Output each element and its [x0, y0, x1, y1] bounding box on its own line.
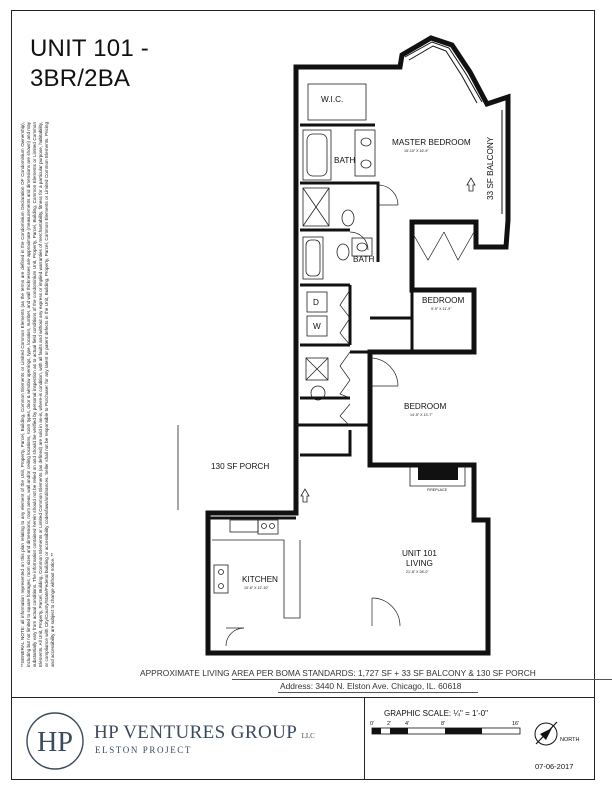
fireplace-box — [418, 466, 458, 480]
brand-suffix: LLC — [301, 732, 315, 740]
label-porch: 130 SF PORCH — [211, 462, 270, 471]
unit-title-line1: UNIT 101 - — [30, 35, 149, 62]
vanity-1 — [355, 130, 375, 176]
address-underline — [278, 692, 478, 693]
project-name: ELSTON PROJECT — [95, 745, 192, 755]
sink — [230, 520, 258, 532]
dim-master-bedroom: 15'-10" X 16'-9" — [404, 149, 429, 153]
scale-tick-2: 2' — [387, 721, 392, 727]
label-washer: W — [313, 322, 321, 331]
scale-tick-8: 8' — [441, 721, 446, 727]
living-area-line: APPROXIMATE LIVING AREA PER BOMA STANDARDS: 1,727 SF + 33 SF BALCONY & 130 SF PORCH — [140, 668, 536, 678]
unit-title-line2: 3BR/2BA — [30, 65, 131, 92]
label-master-bedroom: MASTER BEDROOM — [392, 138, 471, 147]
toilet-2 — [337, 244, 349, 260]
scale-tick-4: 4' — [405, 721, 410, 727]
toilet-1 — [342, 210, 354, 226]
area-underline — [232, 679, 612, 680]
north-label: NORTH — [560, 737, 580, 743]
general-note: **GENERAL NOTE: all information represented on this plan relating to any element of the Unit, Property, Parcel, Building, Common Elements or Limited Common Elements (as the terms are defined in the Condominium Declaration OF Condominium Ownership), including but not limited to square footages, room sizes and dimensions, room areas, wall and/or ceiling locations, room types, door & window openings, type, location, number, and wall thicknesses are approximate (measurements and dimensions are shown) and may substantially vary from actual conditions. The information contained herein should not be relied on and should be verified by personal inspection as to actual field conditions of the condominium Unit, Property, Parcel, Building, Common Elements or Limited Common Elements. All Unit, Property, Parcel, Building, Common Elements or Limited Common Elements (as defined) are sold in as-is, where-is condition, with all faults and without any express or implied warranties of merchantability, fitness for a particular purpose, habitability, or compliance with City/County/State/Federal building or accessibility codes/laws/ordinances. Seller shall not be responsible to Purchaser for any latent or patent defects in the Unit, Building, Property, Parcel, Common Elements or Limited Common Elements. Pricing and accessibility are subject to change without notice. ** — [20, 122, 55, 667]
dim-living: 21'-8" X 28'-0" — [406, 570, 429, 574]
hp-logo-icon — [24, 710, 86, 772]
label-kitchen: KITCHEN — [242, 575, 278, 584]
graphic-scale-bar — [370, 721, 520, 734]
label-living: LIVING — [406, 559, 433, 568]
logo-letters: HP — [37, 727, 73, 758]
label-dryer: D — [313, 298, 319, 307]
scale-tick-0: 0' — [370, 721, 375, 727]
north-arrow-icon — [535, 722, 579, 745]
label-bath-1: BATH — [334, 156, 356, 165]
label-unit-101: UNIT 101 — [402, 549, 437, 558]
vanity-2 — [352, 238, 372, 256]
dim-kitchen: 10'-6" X 12'-10" — [244, 586, 269, 590]
footer-divider — [11, 697, 595, 698]
interior-walls — [208, 125, 412, 518]
label-fireplace: FIREPLACE — [427, 488, 447, 492]
label-balcony: 33 SF BALCONY — [486, 136, 495, 200]
label-bedroom-2: BEDROOM — [404, 402, 447, 411]
brand-name — [94, 722, 315, 744]
scale-tick-16: 16' — [512, 721, 520, 727]
plan-date: 07-06-2017 — [535, 762, 574, 771]
range-top — [258, 520, 278, 534]
address-line: Address: 3440 N. Elston Ave. Chicago, IL. 60618 — [280, 681, 462, 691]
dim-bedroom-2: 14'-5" X 13'-7" — [410, 413, 433, 417]
graphic-scale-label: GRAPHIC SCALE: ¼" = 1'-0" — [384, 709, 488, 718]
label-bedroom-1: BEDROOM — [422, 296, 465, 305]
dim-bedroom-1: 9'-9" X 11'-9" — [431, 307, 452, 311]
entry-arrows — [301, 178, 475, 502]
footer-vertical-divider — [364, 697, 365, 780]
label-wic: W.I.C. — [321, 95, 344, 104]
label-bath-2: BATH — [353, 255, 375, 264]
brand-name-text: HP VENTURES GROUP — [94, 722, 297, 743]
